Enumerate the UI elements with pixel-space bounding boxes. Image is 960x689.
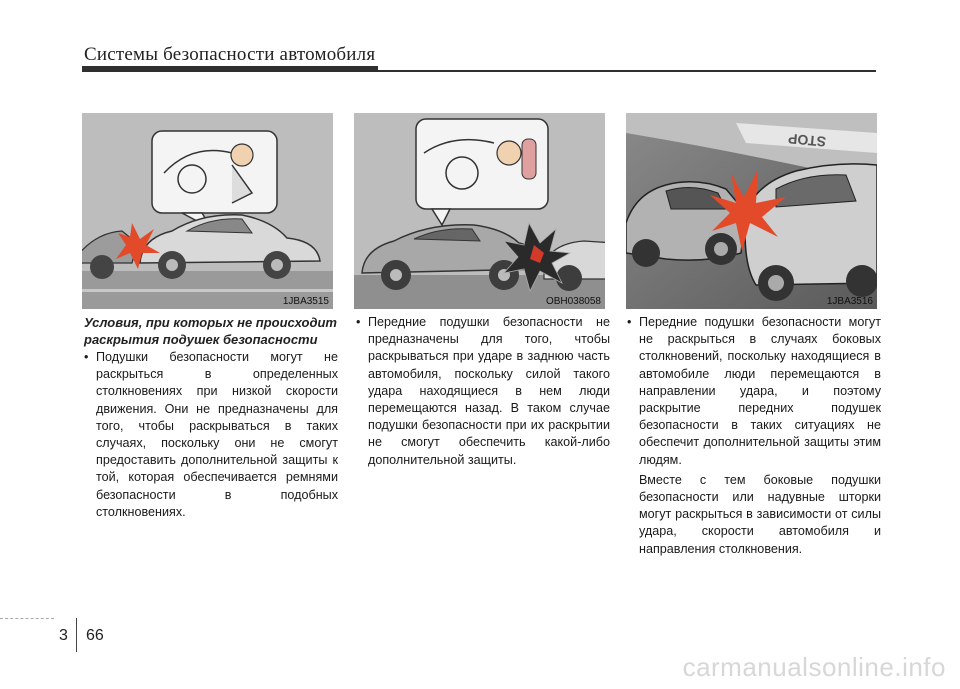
- figure-code: 1JBA3515: [282, 296, 329, 307]
- bullet-paragraph: • Передние подушки безопасности не предназначены для того, чтобы раскрываться при ударе в заднюю часть автомобиля, поскольку силой такого удара находящиеся в нем люди перемещаются назад. В таком случае подушки безопасности при их раскрытии не смогут обеспечить какой-либо дополнительной защиты.: [356, 314, 610, 469]
- figure-code: 1JBA3516: [826, 296, 873, 307]
- site-watermark: carmanualsonline.info: [682, 652, 946, 682]
- page-number: 66: [86, 627, 104, 644]
- chapter-number: 3: [59, 627, 68, 644]
- figure-low-speed-collision: [82, 113, 333, 309]
- stop-road-marking: STOP: [787, 130, 827, 150]
- figure-code: OBH038058: [545, 296, 601, 307]
- figure-side-collision: [626, 113, 877, 309]
- page-section-title: Системы безопасности автомобиля: [84, 44, 376, 65]
- footer-divider: [76, 618, 77, 652]
- text-column-3: [627, 314, 881, 558]
- section-subheading: Условия, при которых не происходит раскрытия подушек безопасности: [84, 315, 337, 347]
- figure-rear-impact: [354, 113, 605, 309]
- side-collision-illustration: [626, 113, 877, 309]
- footer-dashed-rule: [0, 618, 54, 619]
- text-column-2: [356, 314, 610, 469]
- low-speed-collision-illustration: [82, 113, 333, 309]
- text-column-1: [84, 314, 338, 521]
- rear-impact-illustration: [354, 113, 605, 309]
- header-rule: [82, 70, 876, 72]
- bullet-paragraph: • Подушки безопасности могут не раскрыться в определенных столкновениях при низкой скорости движения. Они не предназначены для того, чтобы раскрываться в таких случаях, поскольку они не смогут предоставить дополнительной защиты к той, которая обеспечивается ремнями безопасности в подобных столкновениях.: [84, 349, 338, 521]
- bullet-paragraph: • Передние подушки безопасности могут не раскрыться в случаях боковых столкновений, поскольку находящиеся в автомобиле люди перемещаются в направлении удара, и поэтому раскрытие передних подушек безопасности в таких ситуациях не обеспечит дополнительной защиты этим людям.: [627, 314, 881, 469]
- continuation-paragraph: Вместе с тем боковые подушки безопасности или надувные шторки могут раскрыться в зависимости от силы удара, скорости автомобиля и направления столкновения.: [639, 472, 881, 556]
